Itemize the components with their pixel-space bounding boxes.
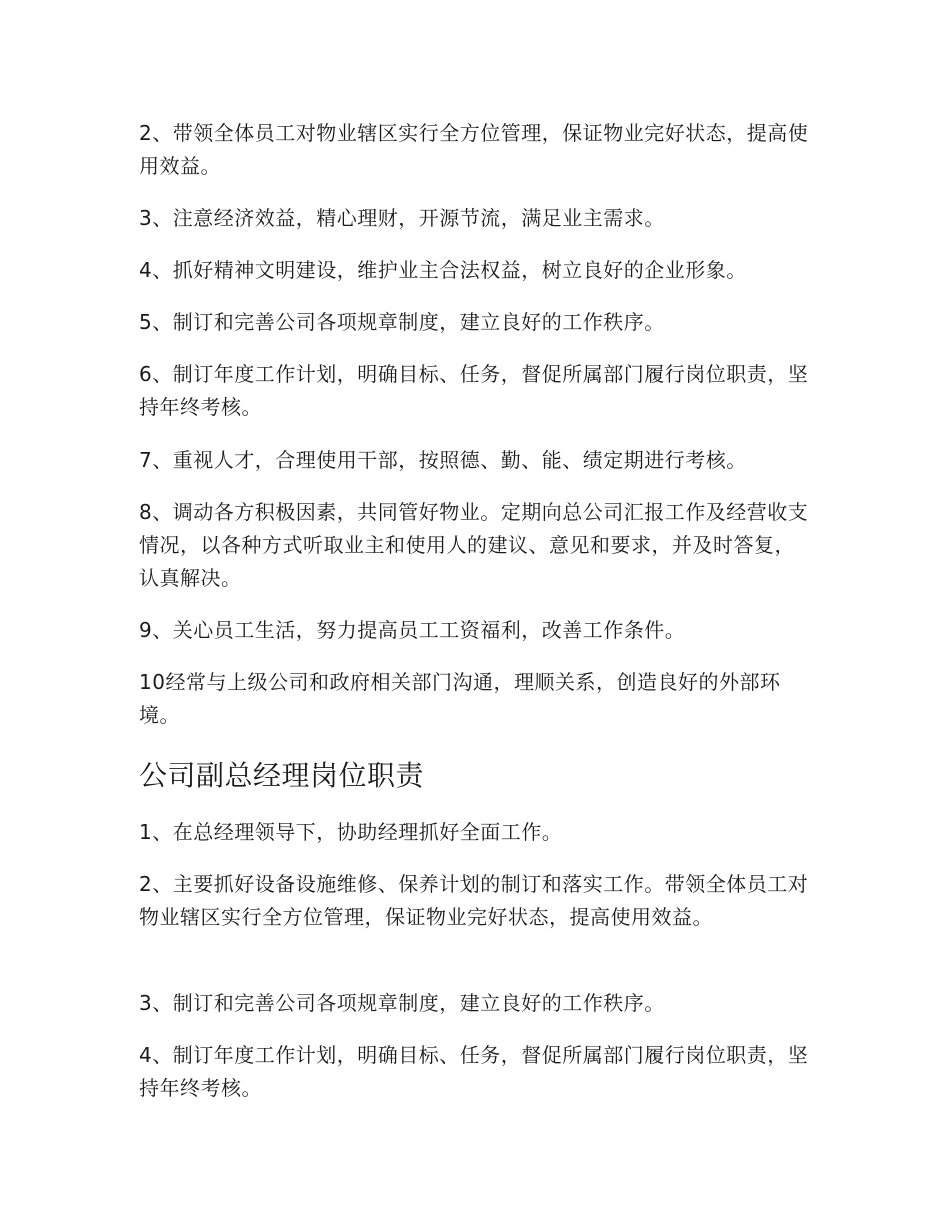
duty-item-2: 2、带领全体员工对物业辖区实行全方位管理，保证物业完好状态，提高使用效益。 <box>139 121 809 178</box>
duty-item-4: 4、抓好精神文明建设，维护业主合法权益，树立良好的企业形象。 <box>139 258 747 282</box>
duty-item-6: 6、制订年度工作计划，明确目标、任务，督促所属部门履行岗位职责，坚持年终考核。 <box>139 362 809 419</box>
deputy-duty-item-4: 4、制订年度工作计划，明确目标、任务，督促所属部门履行岗位职责，坚持年终考核。 <box>139 1043 809 1100</box>
deputy-duty-item-3: 3、制订和完善公司各项规章制度，建立良好的工作秩序。 <box>139 991 665 1015</box>
duty-item-5: 5、制订和完善公司各项规章制度，建立良好的工作秩序。 <box>139 310 665 334</box>
duty-item-10: 10经常与上级公司和政府相关部门沟通，理顺关系，创造良好的外部环境。 <box>139 670 781 727</box>
duty-item-8: 8、调动各方积极因素，共同管好物业。定期向总公司汇报工作及经营收支情况，以各种方式听取业主和使用人的建议、意见和要求，并及时答复，认真解决。 <box>139 500 809 590</box>
deputy-duty-item-1: 1、在总经理领导下，协助经理抓好全面工作。 <box>139 820 563 844</box>
duty-item-3: 3、注意经济效益，精心理财，开源节流，满足业主需求。 <box>139 206 665 230</box>
section-heading-deputy-gm: 公司副总经理岗位职责 <box>139 759 425 792</box>
duty-item-7: 7、重视人才，合理使用干部，按照德、勤、能、绩定期进行考核。 <box>139 448 747 472</box>
duty-item-9: 9、关心员工生活，努力提高员工工资福利，改善工作条件。 <box>139 618 686 642</box>
deputy-duty-item-2: 2、主要抓好设备设施维修、保养计划的制订和落实工作。带领全体员工对物业辖区实行全方位管理，保证物业完好状态，提高使用效益。 <box>139 872 809 929</box>
